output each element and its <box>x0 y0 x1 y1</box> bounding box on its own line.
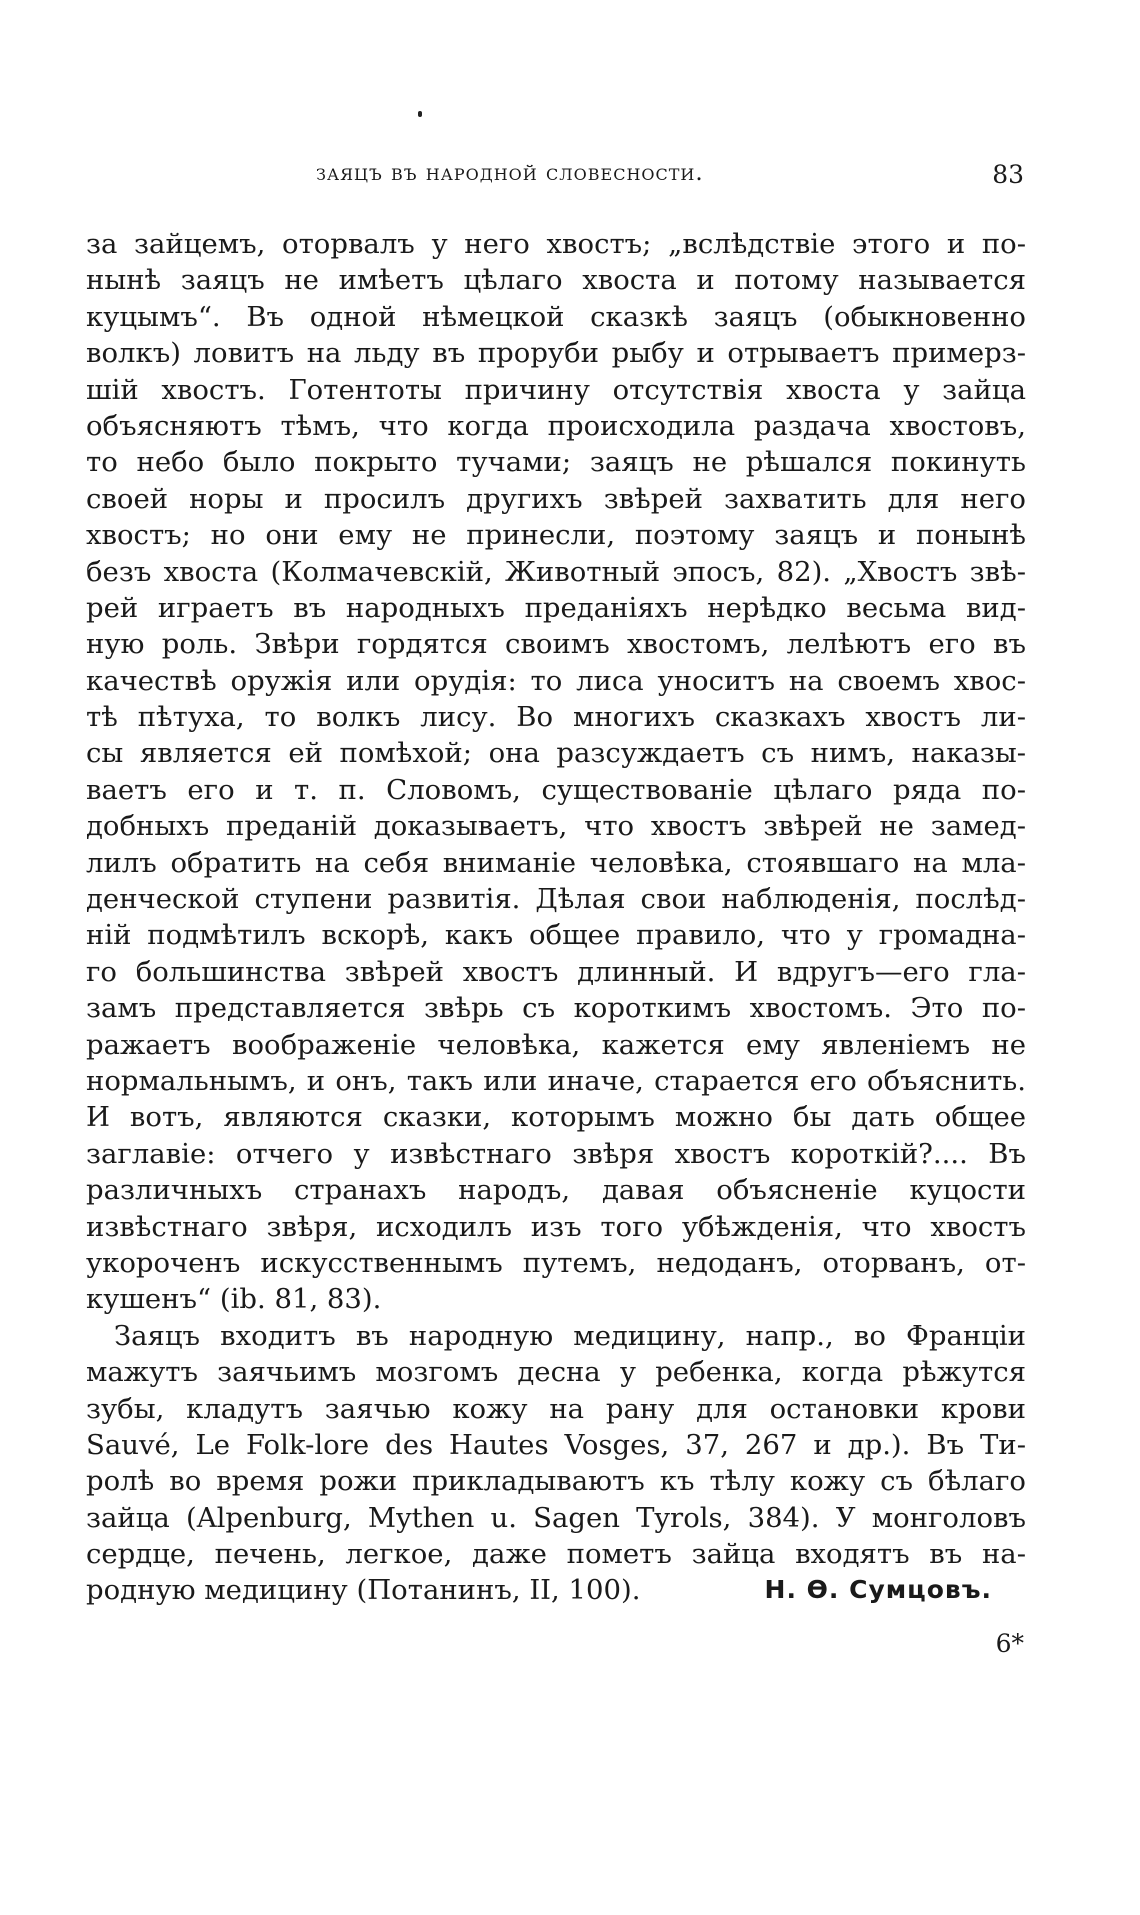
text-line: зубы, кладутъ заячью кожу на рану для остановки крови <box>86 1392 1026 1425</box>
text-line: нынѣ заяцъ не имѣетъ цѣлаго хвоста и потому называется <box>86 264 1026 297</box>
text-line: кушенъ“ (ib. 81, 83). <box>86 1283 382 1316</box>
text-line: то небо было покрыто тучами; заяцъ не рѣшался покинуть <box>86 446 1026 479</box>
text-line: ролѣ во время рожи прикладываютъ къ тѣлу кожу съ бѣлаго <box>86 1465 1026 1498</box>
text-line: ваетъ его и т. п. Словомъ, существованіе цѣлаго ряда по- <box>86 773 1026 806</box>
text-line: И вотъ, являются сказки, которымъ можно бы дать общее <box>86 1101 1026 1134</box>
running-head <box>84 160 1024 200</box>
text-line: лилъ обратить на себя вниманіе человѣка, стоявшаго на мла- <box>86 846 1026 879</box>
text-line-with-signature <box>86 1572 1026 1608</box>
text-line: мажутъ заячьимъ мозгомъ десна у ребенка, когда рѣжутся <box>86 1356 1026 1389</box>
text-line: денческой ступени развитія. Дѣлая свои наблюденія, послѣд- <box>86 883 1026 916</box>
text-line: ную роль. Звѣри гордятся своимъ хвостомъ, лелѣютъ его въ <box>86 628 1026 661</box>
text-line: сы является ей помѣхой; она разсуждаетъ съ нимъ, наказы- <box>86 737 1026 770</box>
text-line: сердце, печень, легкое, даже пометъ зайца входятъ въ на- <box>86 1538 1026 1571</box>
text-line: ражаетъ воображеніе человѣка, кажется ему явленіемъ не <box>86 1028 1026 1061</box>
sheet-signature-mark: 6* <box>995 1629 1024 1658</box>
text-line: зайца (Alpenburg, Mythen u. Sagen Tyrols, 384). У монголовъ <box>86 1501 1026 1534</box>
author-signature: Н. Ѳ. Сумцовъ. <box>764 1575 992 1605</box>
text-line: нормальнымъ, и онъ, такъ или иначе, старается его объяснить. <box>86 1064 1026 1097</box>
text-line: шій хвостъ. Готентоты причину отсутствія хвоста у зайца <box>86 373 1026 406</box>
text-line: различныхъ странахъ народъ, давая объясненіе куцости <box>86 1174 1026 1207</box>
text-line: заглавіе: отчего у извѣстнаго звѣря хвостъ короткій?.... Въ <box>86 1137 1026 1170</box>
text-line: объясняютъ тѣмъ, что когда происходила раздача хвостовъ, <box>86 409 1026 442</box>
text-line: добныхъ преданій доказываетъ, что хвостъ звѣрей не замед- <box>86 810 1026 843</box>
text-line: качествѣ оружія или орудія: то лиса уноситъ на своемъ хвос- <box>86 664 1026 697</box>
text-line: своей норы и просилъ другихъ звѣрей захватить для него <box>86 482 1026 515</box>
text-line: тѣ пѣтуха, то волкъ лису. Во многихъ сказкахъ хвостъ ли- <box>86 701 1026 734</box>
body-text <box>86 226 1026 1609</box>
text-line: куцымъ“. Въ одной нѣмецкой сказкѣ заяцъ (обыкновенно <box>86 300 1026 333</box>
text-line: хвостъ; но они ему не принесли, поэтому заяцъ и понынѣ <box>86 519 1026 552</box>
text-line: го большинства звѣрей хвостъ длинный. И вдругъ—его гла- <box>86 955 1026 988</box>
final-text: родную медицину (Потанинъ, II, 100). <box>86 1574 641 1607</box>
text-line: волкъ) ловитъ на льду въ проруби рыбу и отрываетъ примерз- <box>86 337 1026 370</box>
text-line: рей играетъ въ народныхъ преданіяхъ нерѣдко весьма вид- <box>86 591 1026 624</box>
print-speck <box>418 111 422 117</box>
text-line: извѣстнаго звѣря, исходилъ изъ того убѣжденія, что хвостъ <box>86 1210 1026 1243</box>
text-line: безъ хвоста (Колмачевскій, Животный эпосъ, 82). „Хвостъ звѣ- <box>86 555 1026 588</box>
text-line: ній подмѣтилъ вскорѣ, какъ общее правило, что у громадна- <box>86 919 1026 952</box>
text-line: за зайцемъ, оторвалъ у него хвостъ; „вслѣдствіе этого и по- <box>86 228 1026 260</box>
text-line: укороченъ искусственнымъ путемъ, недоданъ, оторванъ, от- <box>86 1246 1026 1279</box>
page-number: 83 <box>992 160 1024 189</box>
text-line: Sauvé, Le Folk-lore des Hautes Vosges, 37, 267 и др.). Въ Ти- <box>86 1428 1026 1461</box>
text-line: замъ представляется звѣрь съ короткимъ хвостомъ. Это по- <box>86 992 1026 1025</box>
running-title: заяцъ въ народной словесности. <box>316 160 704 186</box>
text-line: Заяцъ входитъ въ народную медицину, напр., во Франціи <box>114 1319 1026 1352</box>
